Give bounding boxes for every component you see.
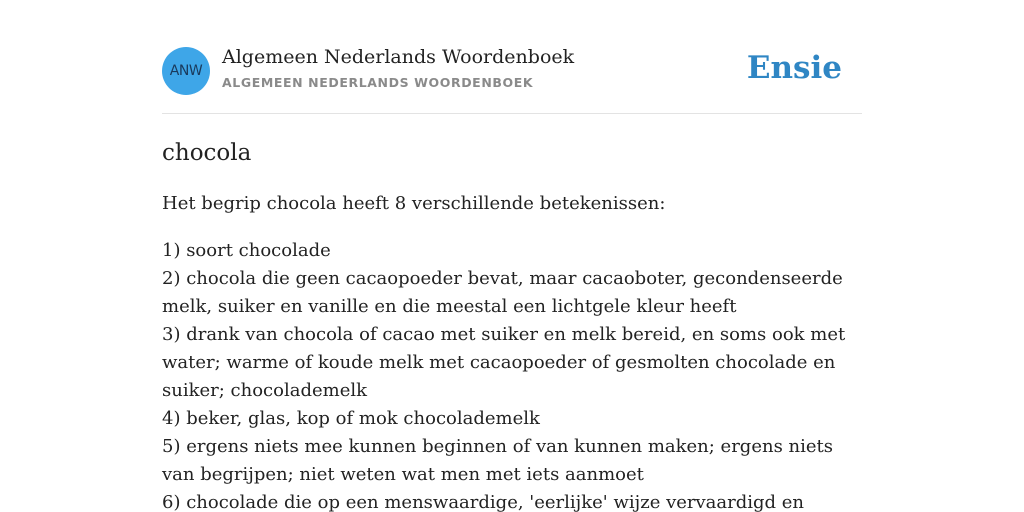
meaning-item: 1) soort chocolade — [162, 240, 331, 261]
page-container — [162, 0, 862, 512]
anw-logo[interactable]: ANW — [162, 47, 210, 95]
site-header — [162, 0, 862, 114]
site-subtitle: ALGEMEEN NEDERLANDS WOORDENBOEK — [222, 75, 534, 90]
entry-intro: Het begrip chocola heeft 8 verschillende betekenissen: — [162, 193, 666, 214]
meaning-item: 4) beker, glas, kop of mok chocolademelk — [162, 408, 540, 429]
ensie-logo-link[interactable]: Ensie — [746, 50, 842, 86]
meaning-item: 3) drank van chocola of cacao met suiker en melk bereid, en soms ook met water; warme of koude melk met cacaopoeder of gesmolten chocolade en suiker; chocolademelk — [162, 324, 846, 401]
entry-word: chocola — [162, 140, 252, 166]
meaning-item: 2) chocola die geen cacaopoeder bevat, maar cacaoboter, gecondenseerde melk, suiker en vanille en die meestal een lichtgele kleur heeft — [162, 268, 843, 317]
site-title[interactable]: Algemeen Nederlands Woordenboek — [222, 46, 575, 68]
meaning-item: 6) chocolade die op een menswaardige, 'eerlijke' wijze vervaardigd en — [162, 492, 805, 512]
meanings-list — [162, 237, 862, 512]
meaning-item: 5) ergens niets mee kunnen beginnen of van kunnen maken; ergens niets van begrijpen; niet weten wat men met iets aanmoet — [162, 436, 834, 485]
